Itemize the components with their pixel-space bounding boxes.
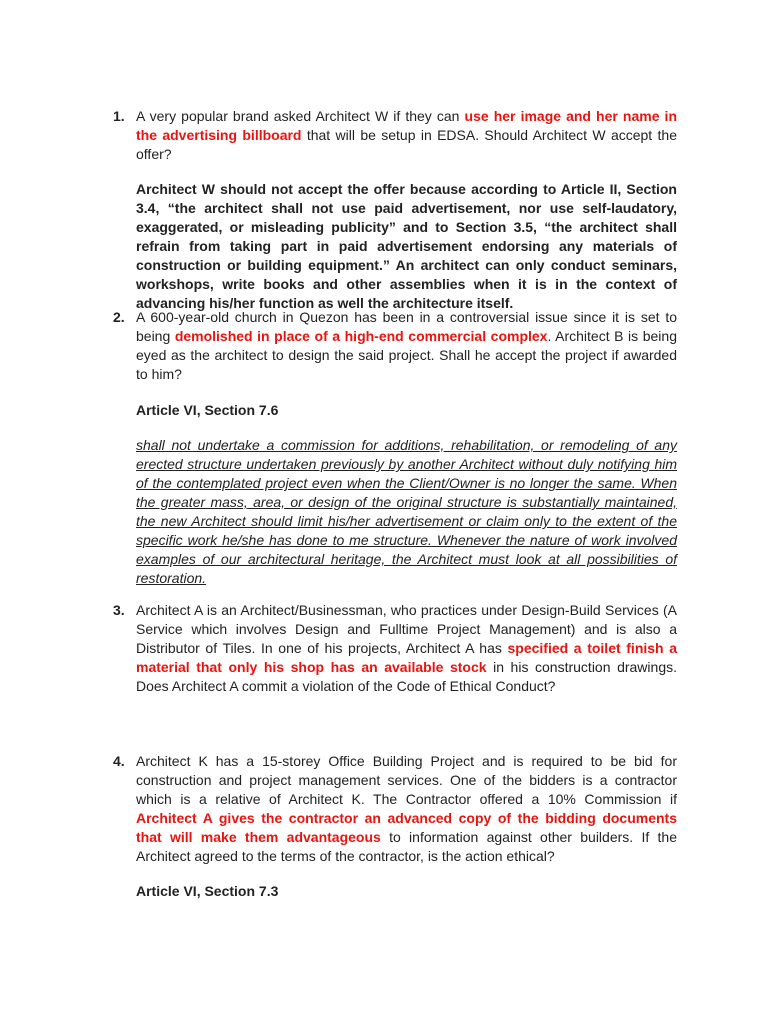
question-text-part: A very popular brand asked Architect W if they can (136, 108, 465, 124)
highlighted-text: Architect A gives the contractor an advanced copy of the bidding documents that will make them advantageous (136, 810, 677, 845)
question-item-2 (113, 308, 677, 588)
question-text (136, 601, 677, 696)
question-number: 3. (113, 602, 125, 618)
question-number: 2. (113, 309, 125, 325)
answer-text: Architect W should not accept the offer because according to Article II, Section 3.4, “the architect shall not use paid advertisement, nor use self-laudatory, exaggerated, or misleading publicity” and to Section 3.5, “the architect shall refrain from taking part in paid advertisement endorsing any materials of construction or building equipment.” An architect can only conduct seminars, workshops, write books and other assemblies when it is in the context of advancing his/her function as well the architecture itself. (136, 181, 677, 311)
question-text-part: A 600-year-old church in Quezon has been in a controversial issue since it is set to being (136, 309, 677, 344)
question-text-part: Architect K has a 15-storey Office Building Project and is required to be bid for construction and project management services. One of the bidders is a contractor which is a relative of Architect K. The Contractor offered a 10% Commission if (136, 753, 677, 807)
section-heading: Article VI, Section 7.6 (136, 402, 279, 418)
highlighted-text: demolished in place of a high-end commercial complex (174, 328, 548, 344)
question-text (136, 107, 677, 164)
highlighted-text: specified a toilet finish a material that only his shop has an available stock (136, 640, 677, 675)
question-text-part: in his construction drawings. Does Architect A commit a violation of the Code of Ethical Conduct? (136, 659, 677, 694)
question-text-part: to information against other builders. If the Architect agreed to the terms of the contractor, is the action ethical? (136, 829, 678, 864)
section-heading: Article VI, Section 7.3 (136, 883, 279, 899)
question-text-part: Architect A is an Architect/Businessman, who practices under Design-Build Services (A Service which involves Design and Fulltime Project Management) and is also a Distributor of Tiles. In one of his projects, Architect A has (136, 602, 677, 656)
question-item-1 (113, 107, 677, 313)
question-text-part: that will be setup in EDSA. Should Architect W accept the offer? (136, 127, 677, 162)
question-item-4 (113, 752, 677, 901)
question-number: 4. (113, 753, 125, 769)
highlighted-text: use her image and her name in the advertising billboard (136, 108, 677, 143)
question-item-3 (113, 601, 677, 696)
question-text (136, 308, 677, 384)
question-number: 1. (113, 108, 125, 124)
question-text (136, 752, 677, 866)
quoted-provision: shall not undertake a commission for additions, rehabilitation, or remodeling of any erected structure undertaken previously by another Architect without duly notifying him of the contemplated project even when the Client/Owner is no longer the same. When the greater mass, area, or design of the original structure is substantially maintained, the new Architect should limit his/her advertisement or claim only to the extent of the specific work he/she has done to me structure. Whenever the nature of work involved examples of our architectural heritage, the Architect must look at all possibilities of restoration. (136, 437, 677, 586)
question-text-part: . Architect B is being eyed as the architect to design the said project. Shall he accept the project if awarded to him? (136, 328, 677, 382)
